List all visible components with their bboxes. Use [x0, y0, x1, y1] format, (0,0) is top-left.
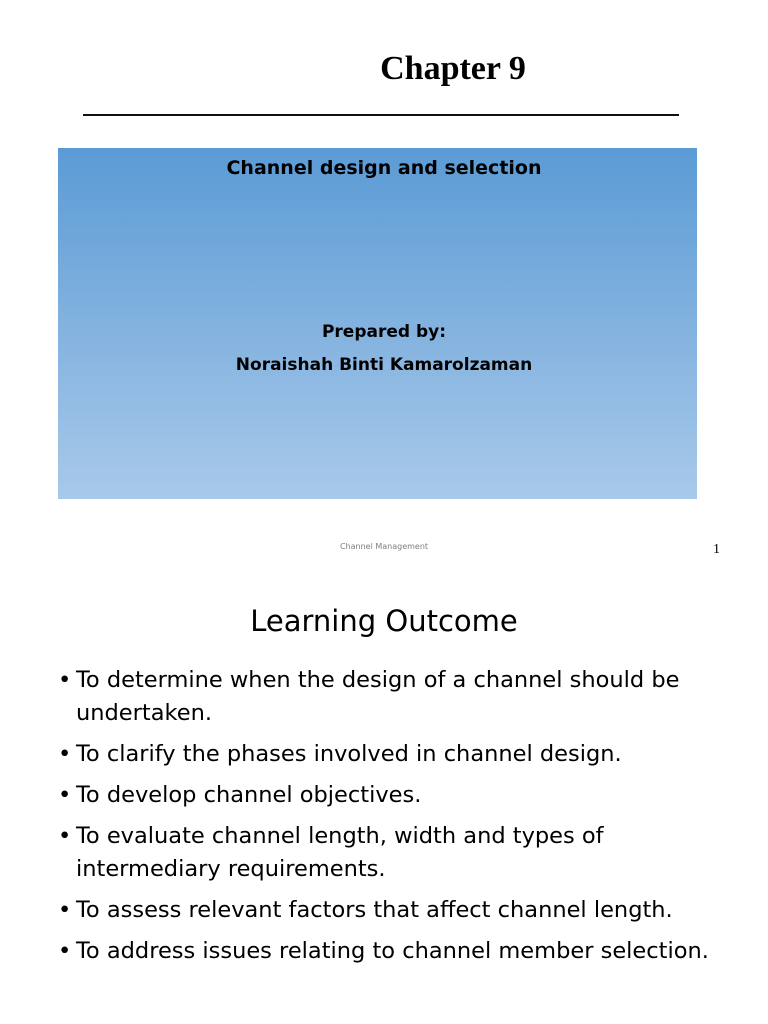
- list-item-text: To evaluate channel length, width and types of intermediary requirements.: [76, 823, 604, 882]
- list-item-text: To determine when the design of a channel should be undertaken.: [76, 667, 680, 726]
- list-item-text: To assess relevant factors that affect channel length.: [76, 897, 673, 923]
- slide-2-title: Learning Outcome: [250, 604, 518, 638]
- bullet-icon: •: [58, 741, 72, 767]
- list-item: [58, 820, 718, 886]
- bullet-icon: •: [58, 897, 72, 923]
- bullet-icon: •: [58, 782, 72, 808]
- page-number: 1: [713, 542, 720, 557]
- list-item: [58, 894, 718, 927]
- title-divider: [83, 114, 679, 116]
- list-item: [58, 738, 718, 771]
- slide-footer: Channel Management: [339, 542, 429, 551]
- author-name: Noraishah Binti Kamarolzaman: [235, 355, 533, 375]
- learning-outcome-list: [58, 664, 718, 976]
- list-item-text: To clarify the phases involved in channel design.: [76, 741, 622, 767]
- list-item-text: To address issues relating to channel member selection.: [76, 938, 709, 964]
- list-item-text: To develop channel objectives.: [76, 782, 422, 808]
- chapter-title: Chapter 9: [380, 50, 526, 87]
- list-item: [58, 935, 718, 968]
- bullet-icon: •: [58, 823, 72, 849]
- bullet-icon: •: [58, 938, 72, 964]
- prepared-by-label: Prepared by:: [321, 322, 447, 342]
- list-item: [58, 779, 718, 812]
- bullet-icon: •: [58, 667, 72, 693]
- slide-subtitle: Channel design and selection: [226, 157, 542, 179]
- list-item: [58, 664, 718, 730]
